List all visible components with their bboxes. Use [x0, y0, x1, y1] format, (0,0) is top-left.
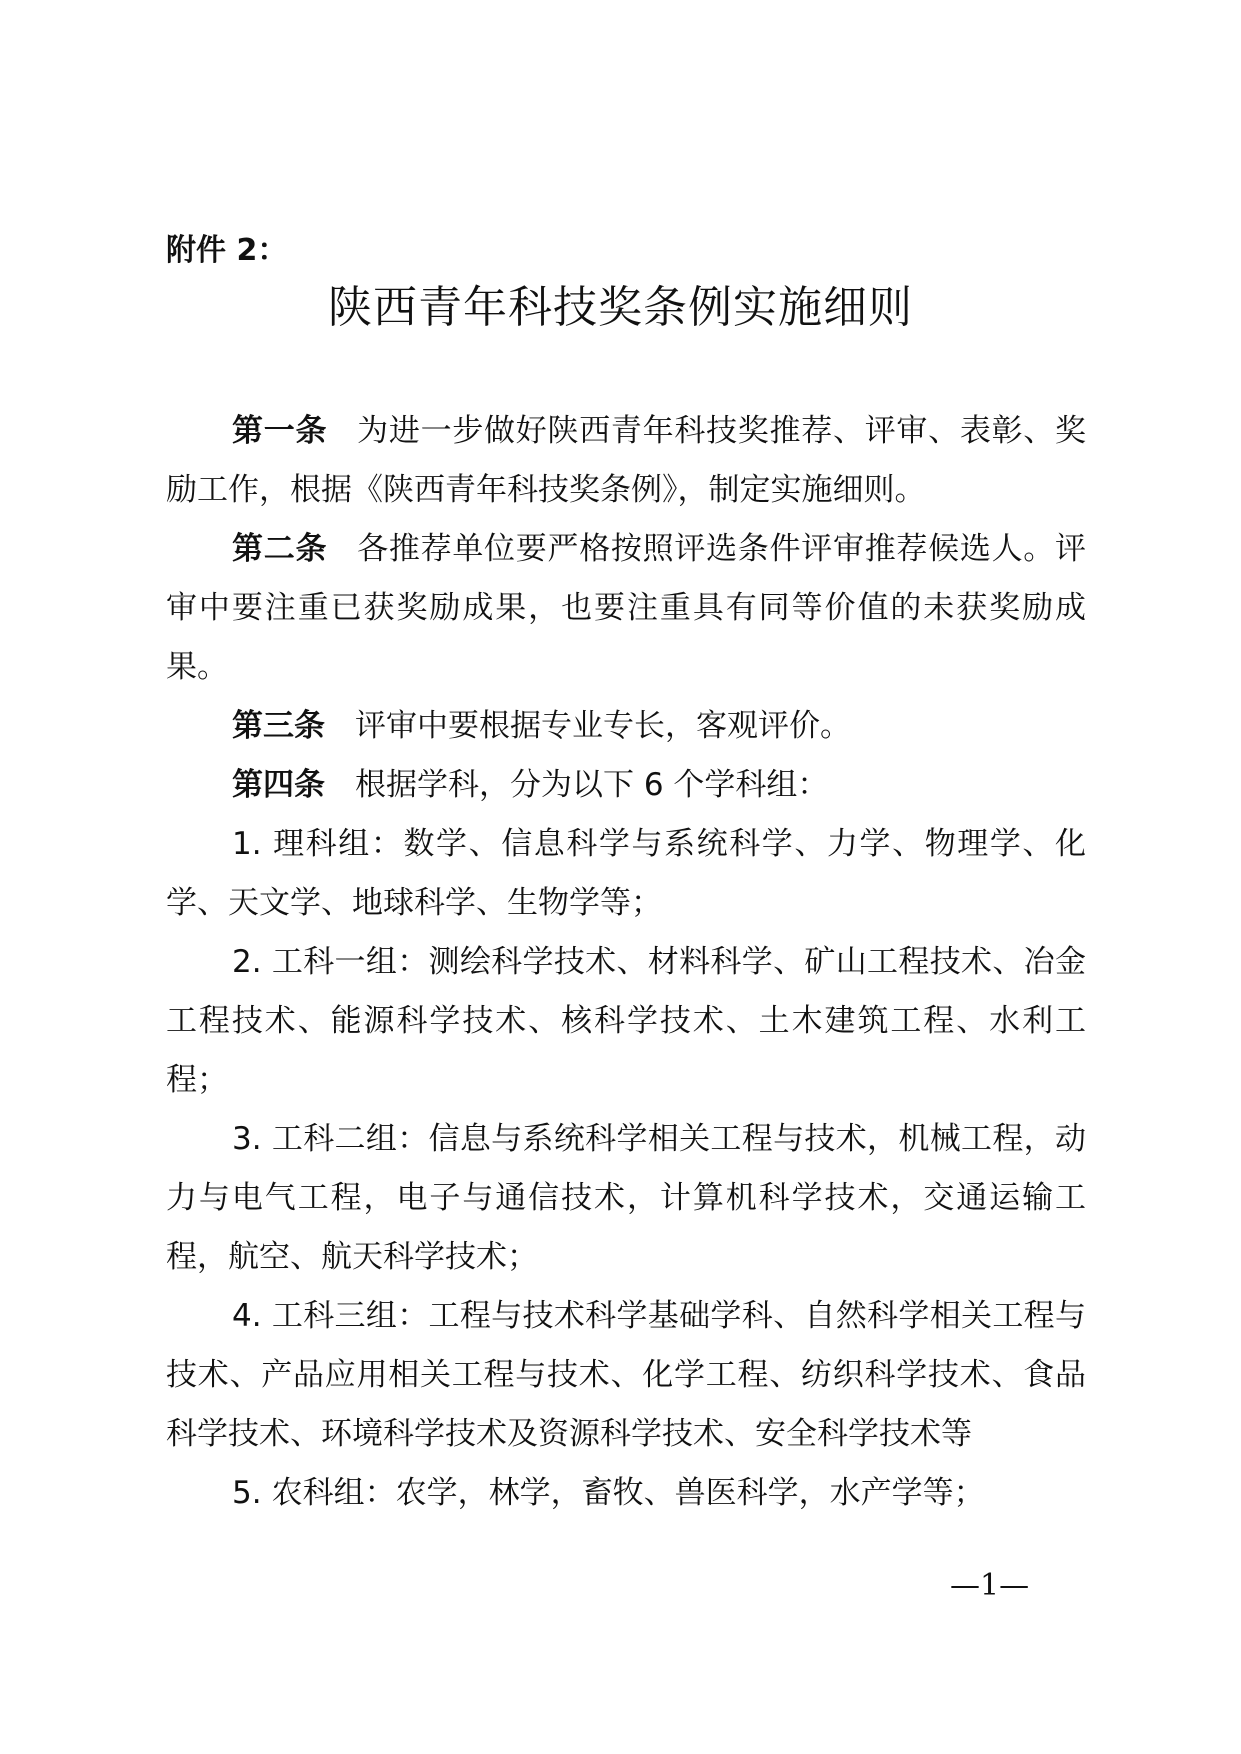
group-item-4 — [166, 1287, 1086, 1464]
group-item-3 — [166, 1110, 1086, 1287]
group-text: 理科组：数学、信息科学与系统科学、力学、物理学、化学、天文学、地球科学、生物学等； — [166, 826, 1086, 921]
article-number: 第四条 — [232, 767, 325, 803]
group-text: 工科二组：信息与系统科学相关工程与技术，机械工程，动力与电气工程，电子与通信技术，计算机科学技术，交通运输工程，航空、航天科学技术； — [166, 1121, 1086, 1275]
article-text: 评审中要根据专业专长，客观评价。 — [355, 708, 851, 744]
group-number: 5. — [232, 1475, 262, 1511]
article-number: 第一条 — [232, 413, 328, 449]
attachment-label: 附件 2： — [166, 233, 288, 268]
article-text: 根据学科，分为以下 6 个学科组： — [355, 767, 829, 803]
group-number: 3. — [232, 1121, 262, 1157]
group-number: 4. — [232, 1298, 262, 1334]
group-text: 农科组：农学，林学，畜牧、兽医科学，水产学等； — [271, 1475, 985, 1511]
article-text: 为进一步做好陕西青年科技奖推荐、评审、表彰、奖励工作，根据《陕西青年科技奖条例》，制定实施细则。 — [166, 413, 1087, 508]
group-item-1 — [166, 815, 1086, 933]
group-text: 工科三组：工程与技术科学基础学科、自然科学相关工程与技术、产品应用相关工程与技术、化学工程、纺织科学技术、食品科学技术、环境科学技术及资源科学技术、安全科学技术等 — [166, 1298, 1086, 1452]
article-3 — [166, 697, 1086, 756]
document-title: 陕西青年科技奖条例实施细则 — [328, 282, 913, 333]
group-number: 2. — [232, 944, 262, 980]
document-body — [166, 402, 1086, 1523]
article-number: 第二条 — [232, 531, 328, 567]
group-item-5 — [166, 1464, 1086, 1523]
group-text: 工科一组：测绘科学技术、材料科学、矿山工程技术、冶金工程技术、能源科学技术、核科学技术、土木建筑工程、水利工程； — [166, 944, 1086, 1098]
article-1 — [166, 402, 1086, 520]
group-number: 1. — [232, 826, 262, 862]
page-number: —1— — [950, 1568, 1030, 1603]
article-2 — [166, 520, 1086, 697]
article-number: 第三条 — [232, 708, 325, 744]
group-item-2 — [166, 933, 1086, 1110]
article-4 — [166, 756, 1086, 815]
article-text: 各推荐单位要严格按照评选条件评审推荐候选人。评审中要注重已获奖励成果，也要注重具有同等价值的未获奖励成果。 — [166, 531, 1087, 685]
